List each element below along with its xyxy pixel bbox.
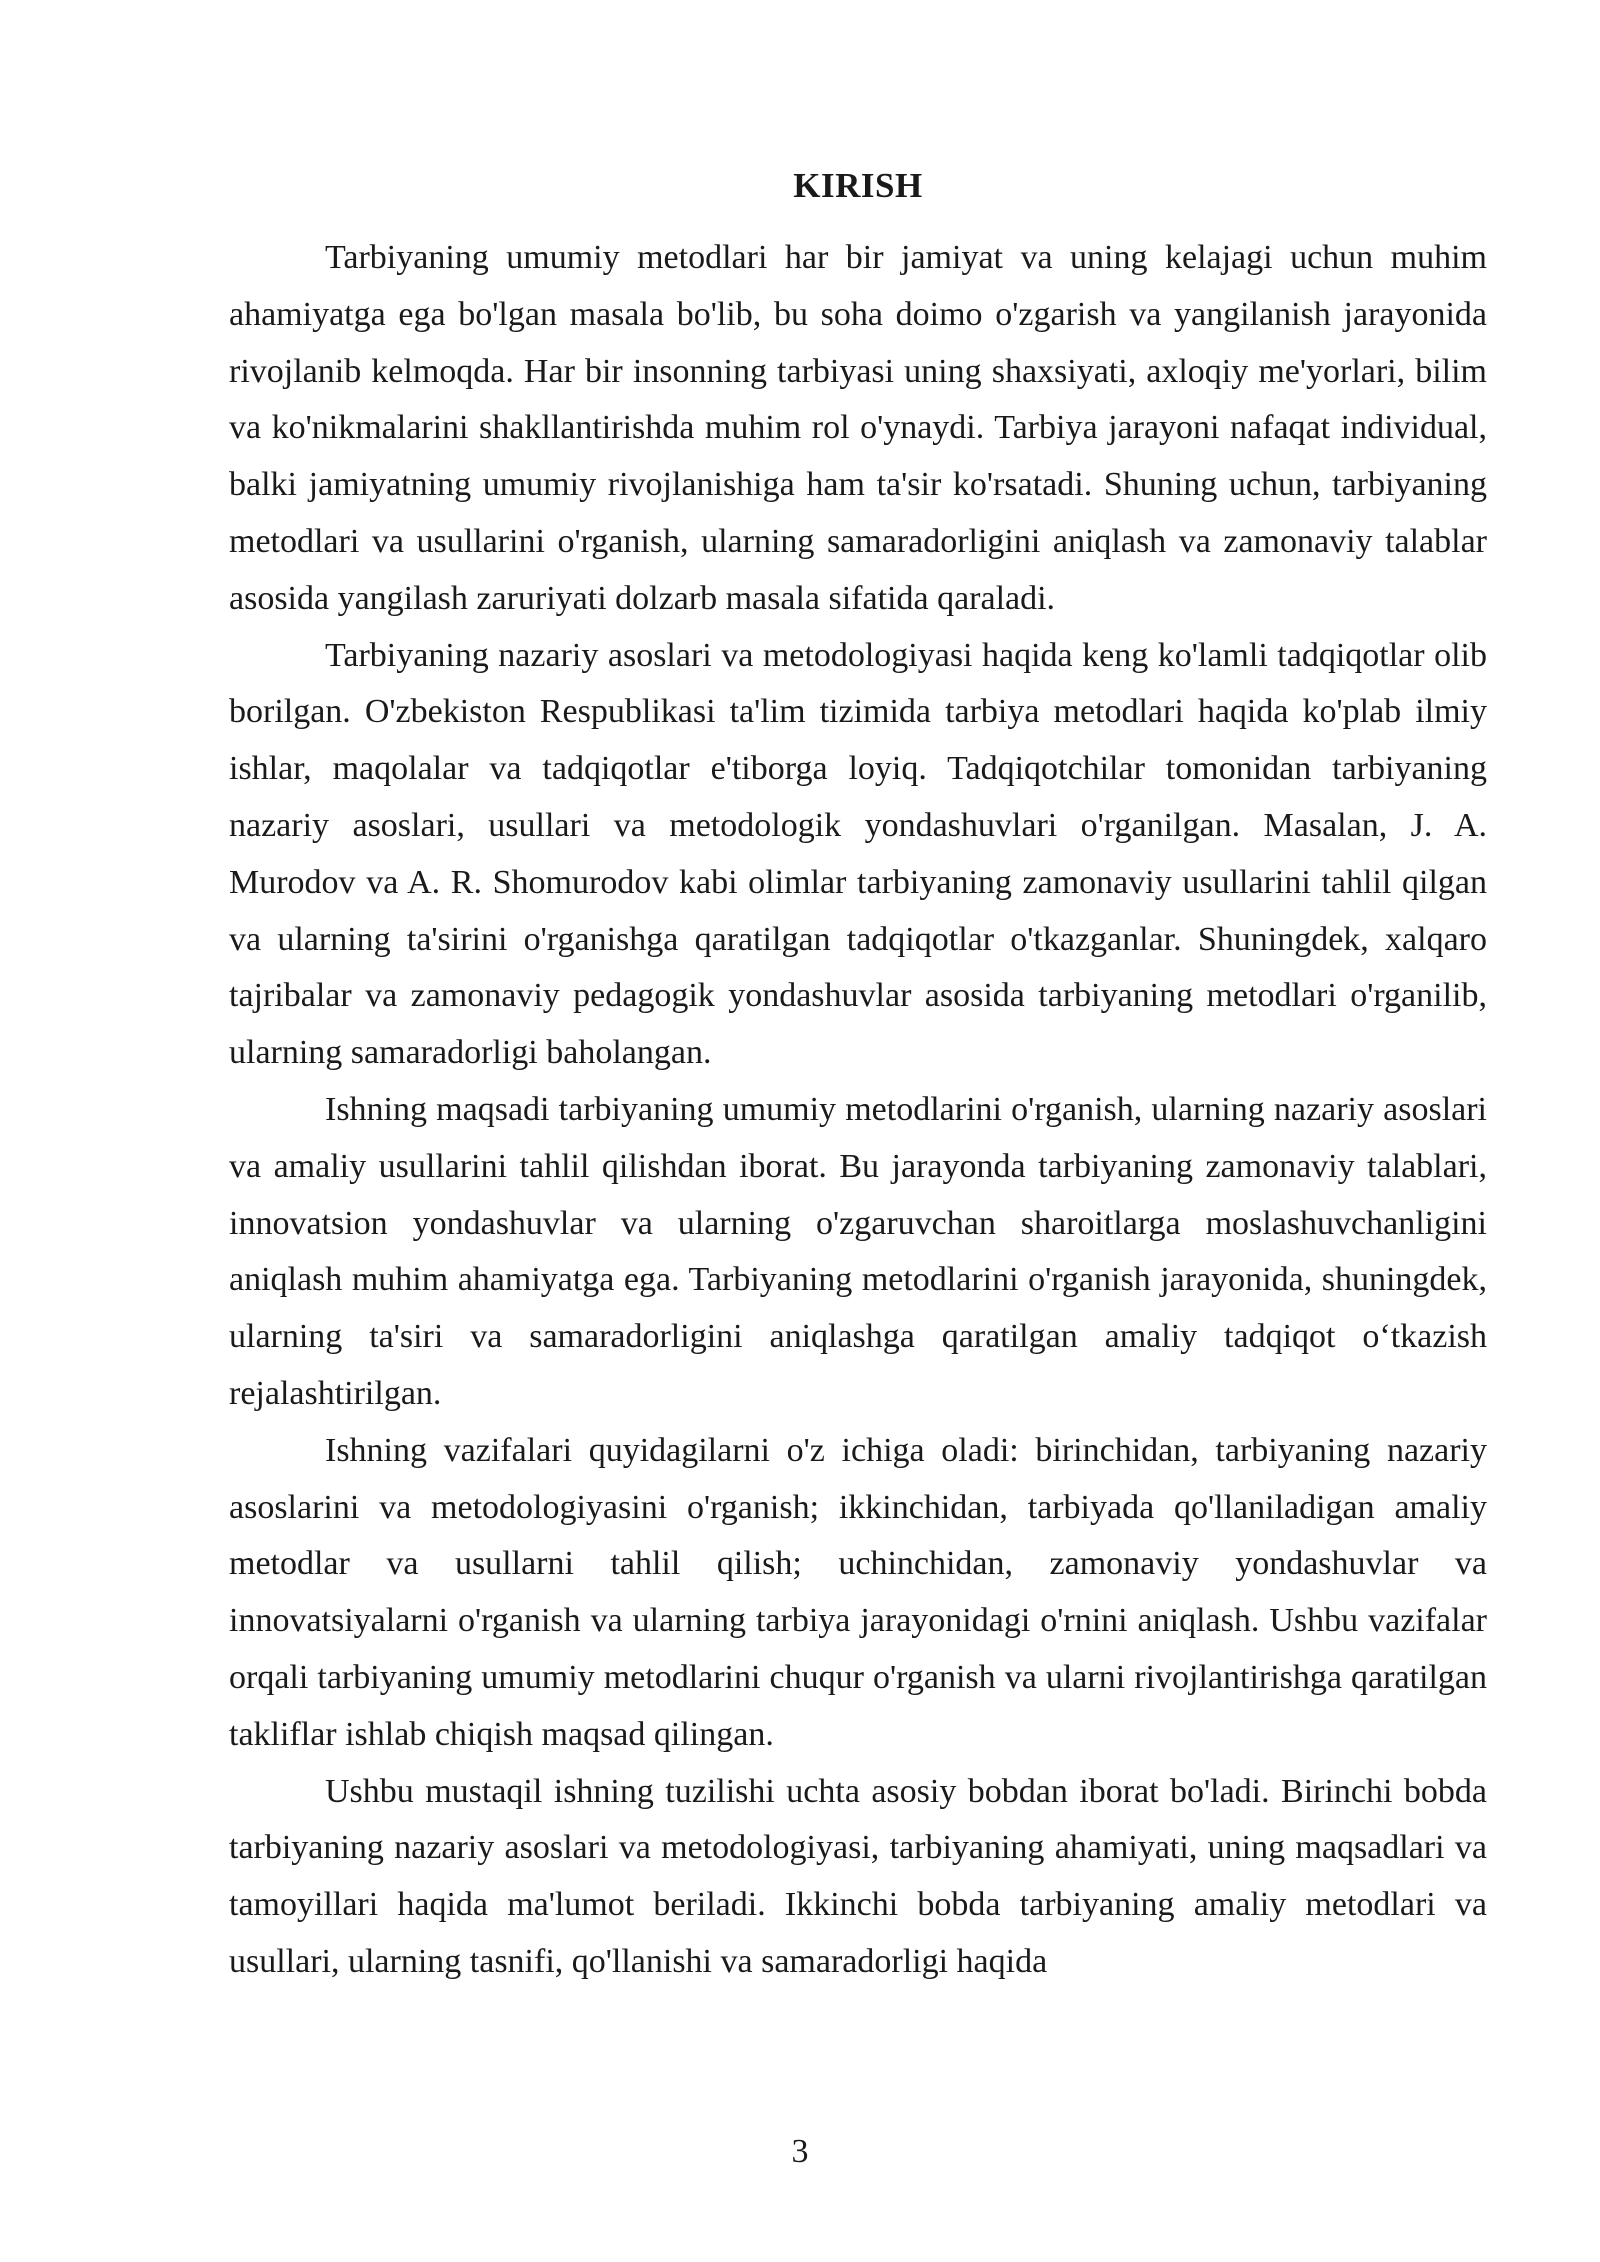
paragraph-1: Tarbiyaning umumiy metodlari har bir jamiyat va uning kelajagi uchun muhim ahamiyatga ega bo'lgan masala bo'lib, bu soha doimo o'zgarish va yangilanish jarayonida rivojlanib kelmoqda. Har bir insonning tarbiyasi uning shaxsiyati, axloqiy me'yorlari, bilim va ko'nikmalarini shakllantirishda muhim rol o'ynaydi. Tarbiya jarayoni nafaqat individual, balki jamiyatning umumiy rivojlanishiga ham ta'sir ko'rsatadi. Shuning uchun, tarbiyaning metodlari va usullarini o'rganish, ularning samaradorligini aniqlash va zamonaviy talablar asosida yangilash zaruriyati dolzarb masala sifatida qaraladi. <box>229 239 1487 617</box>
paragraph-4: Ishning vazifalari quyidagilarni o'z ichiga oladi: birinchidan, tarbiyaning nazariy asoslarini va metodologiyasini o'rganish; ikkinchidan, tarbiyada qo'llaniladigan amaliy metodlar va usullarni tahlil qilish; uchinchidan, zamonaviy yondashuvlar va innovatsiyalarni o'rganish va ularning tarbiya jarayonidagi o'rnini aniqlash. Ushbu vazifalar orqali tarbiyaning umumiy metodlarini chuqur o'rganish va ularni rivojlantirishga qaratilgan takliflar ishlab chiqish maqsad qilingan. <box>229 1431 1487 1753</box>
page-number: 3 <box>791 2133 809 2170</box>
paragraph-2: Tarbiyaning nazariy asoslari va metodologiyasi haqida keng ko'lamli tadqiqotlar olib borilgan. O'zbekiston Respublikasi ta'lim tizimida tarbiya metodlari haqida ko'plab ilmiy ishlar, maqolalar va tadqiqotlar e'tiborga loyiq. Tadqiqotchilar tomonidan tarbiyaning nazariy asoslari, usullari va metodologik yondashuvlari o'rganilgan. Masalan, J. A. Murodov va A. R. Shomurodov kabi olimlar tarbiyaning zamonaviy usullarini tahlil qilgan va ularning ta'sirini o'rganishga qaratilgan tadqiqotlar o'tkazganlar. Shuningdek, xalqaro tajribalar va zamonaviy pedagogik yondashuvlar asosida tarbiyaning metodlari o'rganilib, ularning samaradorligi baholangan. <box>229 636 1487 1072</box>
section-title: KIRISH <box>793 166 923 205</box>
paragraph-5: Ushbu mustaqil ishning tuzilishi uchta asosiy bobdan iborat bo'ladi. Birinchi bobda tarbiyaning nazariy asoslari va metodologiyasi, tarbiyaning ahamiyati, uning maqsadlari va tamoyillari haqida ma'lumot beriladi. Ikkinchi bobda tarbiyaning amaliy metodlari va usullari, ularning tasnifi, qo'llanishi va samaradorligi haqida <box>229 1772 1487 1980</box>
page-content <box>229 150 1487 1991</box>
paragraph-3: Ishning maqsadi tarbiyaning umumiy metodlarini o'rganish, ularning nazariy asoslari va amaliy usullarini tahlil qilishdan iborat. Bu jarayonda tarbiyaning zamonaviy talablari, innovatsion yondashuvlar va ularning o'zgaruvchan sharoitlarga moslashuvchanligini aniqlash muhim ahamiyatga ega. Tarbiyaning metodlarini o'rganish jarayonida, shuningdek, ularning ta'siri va samaradorligini aniqlashga qaratilgan amaliy tadqiqot o‘tkazish rejalashtirilgan. <box>229 1090 1487 1412</box>
